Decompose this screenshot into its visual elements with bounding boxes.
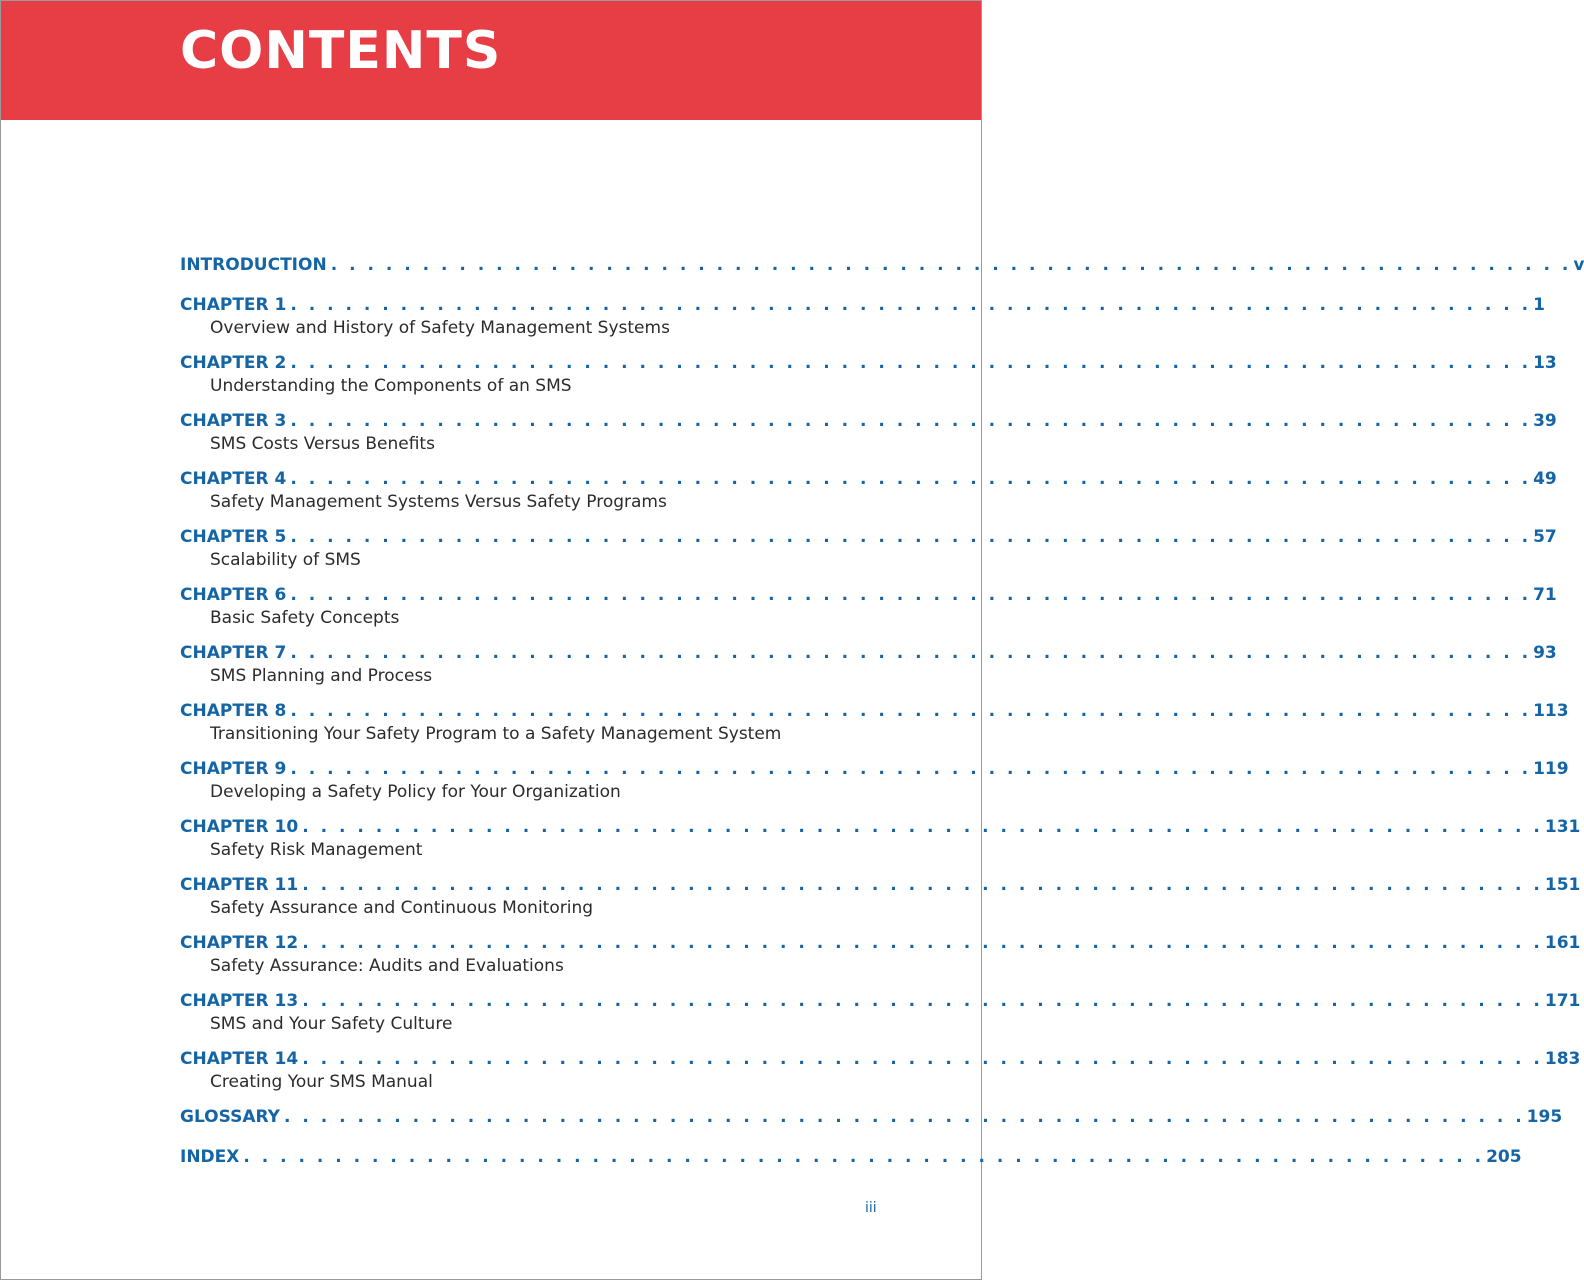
toc-entry-line: [180, 469, 1557, 491]
toc-entry-page: 119: [1533, 759, 1569, 779]
toc-entry-page: 131: [1544, 817, 1581, 837]
toc-entry-page: 93: [1533, 643, 1557, 663]
toc-entry-line: [180, 991, 1581, 1013]
toc-entry-subtitle: Creating Your SMS Manual: [210, 1072, 433, 1092]
toc-entry-page: 183: [1544, 1049, 1581, 1069]
toc-entry: [180, 527, 1557, 585]
toc-dot-leader: . . . . . . . . . . . . . . . . . . . . . . . . . . . . . . . . . . . . . . . . . . . . . . . . . . . . . . . . . . . . . . . . . . . .: [290, 643, 1532, 663]
toc-entry: [180, 411, 1557, 469]
toc-entry: [180, 469, 1557, 527]
toc-entry-line: [180, 701, 1569, 723]
toc-entry-subtitle: Overview and History of Safety Management Systems: [210, 318, 670, 338]
toc-entry-page: v: [1573, 255, 1584, 275]
toc-entry: [180, 255, 1584, 295]
toc-entry-line: [180, 1107, 1563, 1129]
toc-entry-line: [180, 643, 1557, 665]
toc-entry: [180, 1147, 1522, 1187]
toc-entry-label: CHAPTER 5: [180, 527, 287, 547]
toc-entry-page: 171: [1544, 991, 1581, 1011]
toc-entry-subtitle: Basic Safety Concepts: [210, 608, 400, 628]
toc-entry-page: 13: [1533, 353, 1557, 373]
toc-entry-page: 49: [1533, 469, 1557, 489]
toc-dot-leader: . . . . . . . . . . . . . . . . . . . . . . . . . . . . . . . . . . . . . . . . . . . . . . . . . . . . . . . . . . . . . . . . . . . .: [302, 875, 1543, 895]
toc-entry-label: CHAPTER 11: [180, 875, 299, 895]
toc-dot-leader: . . . . . . . . . . . . . . . . . . . . . . . . . . . . . . . . . . . . . . . . . . . . . . . . . . . . . . . . . . . . . . . . . . . .: [290, 759, 1532, 779]
toc-entry-page: 71: [1533, 585, 1557, 605]
toc-entry: [180, 643, 1557, 701]
toc-entry: [180, 585, 1557, 643]
toc-entry-line: [180, 353, 1557, 375]
toc-dot-leader: . . . . . . . . . . . . . . . . . . . . . . . . . . . . . . . . . . . . . . . . . . . . . . . . . . . . . . . . . . . . . . . . . . . .: [290, 701, 1532, 721]
toc-entry-label: INDEX: [180, 1147, 240, 1167]
toc-entry-label: CHAPTER 3: [180, 411, 287, 431]
toc-entry: [180, 991, 1581, 1049]
toc-entry-subtitle: Safety Assurance: Audits and Evaluations: [210, 956, 564, 976]
toc-entry-label: CHAPTER 7: [180, 643, 287, 663]
toc-entry-subtitle: SMS Costs Versus Benefits: [210, 434, 435, 454]
toc-entry: [180, 875, 1581, 933]
toc-entry-line: [180, 1147, 1522, 1169]
toc-entry-page: 161: [1544, 933, 1581, 953]
toc-dot-leader: . . . . . . . . . . . . . . . . . . . . . . . . . . . . . . . . . . . . . . . . . . . . . . . . . . . . . . . . . . . . . . . . . . . .: [290, 469, 1532, 489]
toc-dot-leader: . . . . . . . . . . . . . . . . . . . . . . . . . . . . . . . . . . . . . . . . . . . . . . . . . . . . . . . . . . . . . . . . . . . .: [243, 1147, 1485, 1167]
toc-entry-line: [180, 817, 1581, 839]
toc-entry-subtitle: Transitioning Your Safety Program to a Safety Management System: [210, 724, 782, 744]
toc-entry: [180, 353, 1557, 411]
toc-dot-leader: . . . . . . . . . . . . . . . . . . . . . . . . . . . . . . . . . . . . . . . . . . . . . . . . . . . . . . . . . . . . . . . . . . . .: [290, 353, 1532, 373]
toc-entry-line: [180, 295, 1545, 317]
toc-entry-label: CHAPTER 4: [180, 469, 287, 489]
toc-entry: [180, 1049, 1581, 1107]
toc-entry: [180, 933, 1581, 991]
toc-entry-label: CHAPTER 8: [180, 701, 287, 721]
toc-dot-leader: . . . . . . . . . . . . . . . . . . . . . . . . . . . . . . . . . . . . . . . . . . . . . . . . . . . . . . . . . . . . . . . . . . . .: [302, 991, 1543, 1011]
toc-entry-label: GLOSSARY: [180, 1107, 280, 1127]
toc-entry-subtitle: Developing a Safety Policy for Your Organization: [210, 782, 621, 802]
toc-entry-line: [180, 933, 1581, 955]
toc-entry-label: CHAPTER 2: [180, 353, 287, 373]
toc-dot-leader: . . . . . . . . . . . . . . . . . . . . . . . . . . . . . . . . . . . . . . . . . . . . . . . . . . . . . . . . . . . . . . . . . . . .: [330, 255, 1572, 275]
toc-entry-label: CHAPTER 1: [180, 295, 287, 315]
toc-entry-label: CHAPTER 10: [180, 817, 299, 837]
toc-entry: [180, 759, 1569, 817]
toc-dot-leader: . . . . . . . . . . . . . . . . . . . . . . . . . . . . . . . . . . . . . . . . . . . . . . . . . . . . . . . . . . . . . . . . . . . .: [302, 817, 1543, 837]
toc-entry-line: [180, 585, 1557, 607]
table-of-contents: [180, 255, 1584, 1187]
toc-dot-leader: . . . . . . . . . . . . . . . . . . . . . . . . . . . . . . . . . . . . . . . . . . . . . . . . . . . . . . . . . . . . . . . . . . . .: [283, 1107, 1525, 1127]
toc-entry-label: CHAPTER 6: [180, 585, 287, 605]
toc-entry: [180, 701, 1569, 759]
toc-entry-label: CHAPTER 9: [180, 759, 287, 779]
toc-entry-subtitle: Understanding the Components of an SMS: [210, 376, 572, 396]
toc-entry-subtitle: Safety Management Systems Versus Safety Programs: [210, 492, 667, 512]
toc-entry-page: 39: [1533, 411, 1557, 431]
toc-entry-page: 57: [1533, 527, 1557, 547]
header-band: [1, 1, 981, 120]
toc-entry-page: 151: [1544, 875, 1581, 895]
toc-dot-leader: . . . . . . . . . . . . . . . . . . . . . . . . . . . . . . . . . . . . . . . . . . . . . . . . . . . . . . . . . . . . . . . . . . . .: [290, 411, 1532, 431]
toc-entry-label: CHAPTER 12: [180, 933, 299, 953]
toc-entry-line: [180, 759, 1569, 781]
toc-entry-subtitle: Safety Assurance and Continuous Monitoring: [210, 898, 594, 918]
toc-entry-page: 1: [1533, 295, 1545, 315]
toc-dot-leader: . . . . . . . . . . . . . . . . . . . . . . . . . . . . . . . . . . . . . . . . . . . . . . . . . . . . . . . . . . . . . . . . . . . .: [302, 1049, 1543, 1069]
toc-entry-page: 205: [1486, 1147, 1522, 1167]
page-title: CONTENTS: [180, 21, 502, 81]
toc-entry-line: [180, 1049, 1581, 1071]
toc-dot-leader: . . . . . . . . . . . . . . . . . . . . . . . . . . . . . . . . . . . . . . . . . . . . . . . . . . . . . . . . . . . . . . . . . . . .: [290, 585, 1532, 605]
toc-entry-label: CHAPTER 13: [180, 991, 299, 1011]
toc-entry-page: 195: [1526, 1107, 1563, 1127]
toc-entry-page: 113: [1533, 701, 1569, 721]
toc-entry-subtitle: Scalability of SMS: [210, 550, 361, 570]
toc-entry-line: [180, 875, 1581, 897]
toc-entry-line: [180, 255, 1584, 277]
toc-entry: [180, 1107, 1563, 1147]
page-number: iii: [865, 1200, 877, 1216]
toc-entry-label: CHAPTER 14: [180, 1049, 299, 1069]
toc-dot-leader: . . . . . . . . . . . . . . . . . . . . . . . . . . . . . . . . . . . . . . . . . . . . . . . . . . . . . . . . . . . . . . . . . . . .: [290, 295, 1532, 315]
toc-entry: [180, 817, 1581, 875]
toc-entry-line: [180, 527, 1557, 549]
toc-dot-leader: . . . . . . . . . . . . . . . . . . . . . . . . . . . . . . . . . . . . . . . . . . . . . . . . . . . . . . . . . . . . . . . . . . . .: [302, 933, 1543, 953]
toc-entry: [180, 295, 1545, 353]
toc-dot-leader: . . . . . . . . . . . . . . . . . . . . . . . . . . . . . . . . . . . . . . . . . . . . . . . . . . . . . . . . . . . . . . . . . . . .: [290, 527, 1532, 547]
toc-entry-subtitle: Safety Risk Management: [210, 840, 423, 860]
toc-entry-label: INTRODUCTION: [180, 255, 327, 275]
toc-entry-subtitle: SMS and Your Safety Culture: [210, 1014, 453, 1034]
toc-entry-subtitle: SMS Planning and Process: [210, 666, 433, 686]
toc-entry-line: [180, 411, 1557, 433]
